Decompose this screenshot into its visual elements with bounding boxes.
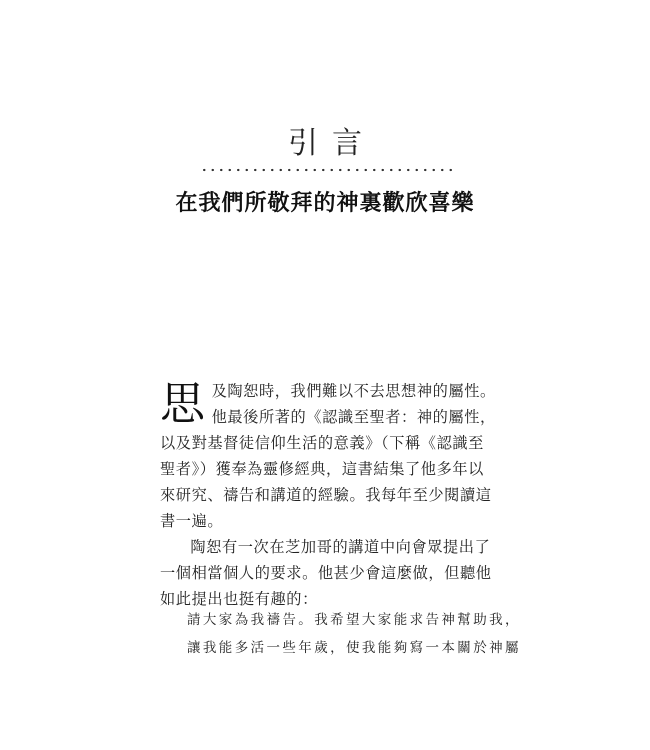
chapter-subtitle: 在我們所敬拜的神裏歡欣喜樂 [175, 190, 475, 216]
paragraph-1 [160, 378, 498, 534]
quote-line-1: 請大家為我禱告。我希望大家能求告神幫助我， [187, 612, 521, 628]
dotted-divider [200, 168, 455, 172]
body-text [160, 378, 498, 612]
chapter-title: 引言 [288, 126, 376, 161]
quote-line-2: 讓我能多活一些年歲，使我能夠寫一本關於神屬 [187, 640, 521, 656]
paragraph-1-text: 及陶恕時，我們難以不去思想神的屬性。他最後所著的《認識至聖者：神的屬性，以及對基督徒信仰生活的意義》（下稱《認識至聖者》）獲奉為靈修經典，這書結集了他多年以來研究、禱告和講道的經驗。我每年至少閱讀這書一遍。 [160, 382, 496, 530]
block-quote [187, 606, 521, 662]
drop-cap: 思 [160, 377, 206, 430]
paragraph-2: 陶恕有一次在芝加哥的講道中向會眾提出了一個相當個人的要求。他甚少會這麼做，但聽他如此提出也挺有趣的： [160, 538, 492, 608]
